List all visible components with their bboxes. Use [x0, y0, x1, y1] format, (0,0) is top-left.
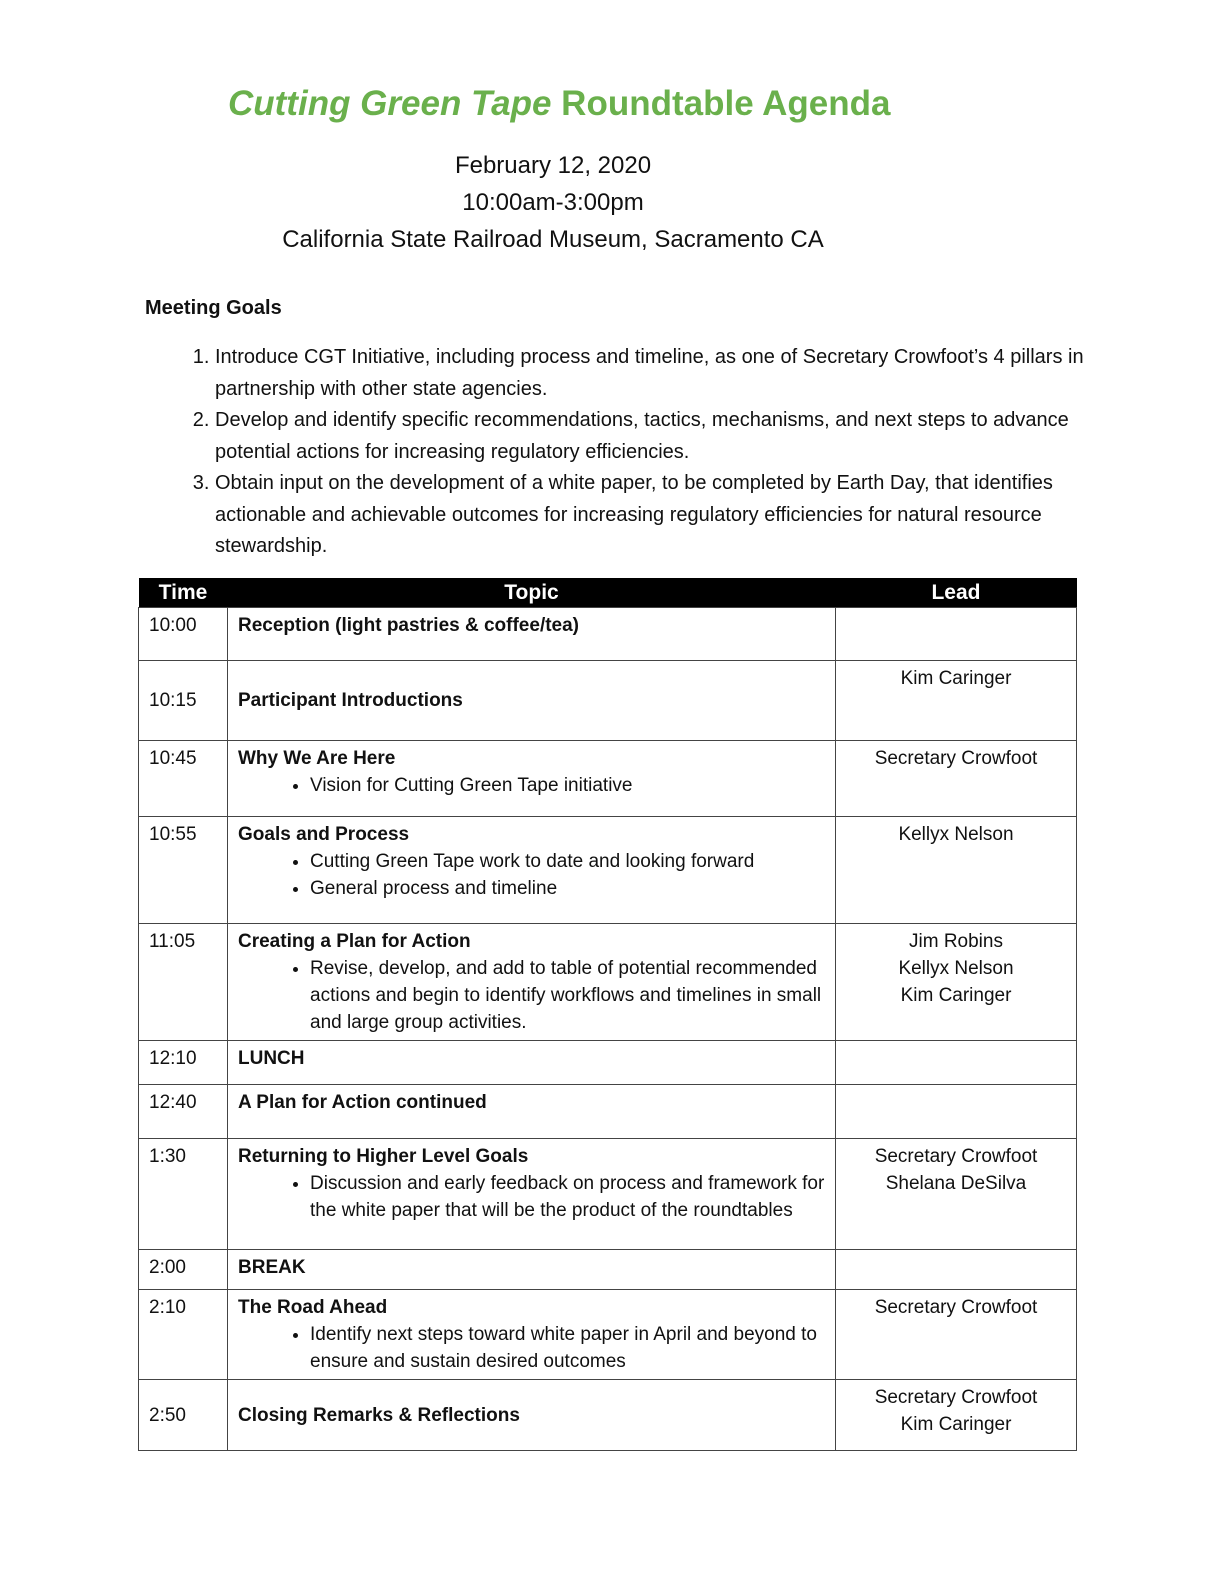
row-lead [836, 1380, 1077, 1451]
row-lead [836, 1290, 1077, 1380]
topic-bullets [238, 1170, 825, 1224]
row-lead [836, 608, 1077, 661]
row-topic [228, 608, 836, 661]
topic-title: The Road Ahead [238, 1297, 388, 1318]
lead-name: Secretary Crowfoot [874, 1297, 1038, 1318]
row-lead [836, 817, 1077, 924]
row-time: 11:05 [139, 924, 228, 1041]
topic-bullet: • Discussion and early feedback on process and framework for the white paper that will be the product of the roundtables [310, 1170, 825, 1224]
row-topic [228, 1085, 836, 1139]
topic-title: Goals and Process [238, 824, 410, 845]
row-time: 10:15 [139, 661, 228, 741]
goal-item: 1. Introduce CGT Initiative, including process and timeline, as one of Secretary Crowfoot’s 4 pillars in partnership with other state agencies. [215, 342, 1095, 405]
topic-title: LUNCH [238, 1048, 305, 1069]
table-row [139, 1139, 1077, 1250]
table-row [139, 661, 1077, 741]
lead-name: Kellyx Nelson [898, 824, 1014, 845]
header-time: Time [139, 578, 228, 608]
row-time: 2:50 [139, 1380, 228, 1451]
meeting-date: February 12, 2020 [454, 152, 652, 179]
row-lead [836, 1250, 1077, 1290]
topic-bullets [238, 772, 825, 799]
row-time: 12:10 [139, 1041, 228, 1085]
topic-bullets [238, 955, 825, 1036]
row-lead [836, 1041, 1077, 1085]
topic-bullet: • Identify next steps toward white paper in April and beyond to ensure and sustain desired outcomes [310, 1321, 825, 1375]
row-time: 10:55 [139, 817, 228, 924]
row-topic [228, 1290, 836, 1380]
row-lead [836, 1139, 1077, 1250]
row-topic [228, 1380, 836, 1451]
lead-name: Secretary Crowfoot [874, 1387, 1038, 1408]
title-italic: Cutting Green Tape [228, 84, 552, 123]
topic-title: A Plan for Action continued [238, 1092, 487, 1113]
row-time: 1:30 [139, 1139, 228, 1250]
row-topic [228, 1250, 836, 1290]
row-topic [228, 924, 836, 1041]
topic-bullet: • Revise, develop, and add to table of potential recommended actions and begin to identify workflows and timelines in small and large group activities. [310, 955, 825, 1036]
goals-list [178, 342, 1095, 563]
table-row [139, 1250, 1077, 1290]
topic-title: Creating a Plan for Action [238, 931, 471, 952]
goal-item: 2. Develop and identify specific recommendations, tactics, mechanisms, and next steps to advance potential actions for increasing regulatory efficiencies. [215, 405, 1095, 468]
row-topic [228, 817, 836, 924]
topic-title: Reception (light pastries & coffee/tea) [238, 615, 580, 636]
topic-title: BREAK [238, 1257, 306, 1278]
header-lead: Lead [836, 578, 1077, 608]
lead-name: Jim Robins [909, 931, 1003, 952]
page-title [228, 84, 890, 124]
table-row [139, 608, 1077, 661]
header-topic: Topic [228, 578, 836, 608]
lead-name: Shelana DeSilva [885, 1173, 1027, 1194]
lead-name: Kim Caringer [900, 668, 1012, 689]
row-lead [836, 661, 1077, 741]
agenda-table [138, 578, 1077, 1451]
table-row [139, 741, 1077, 817]
topic-title: Participant Introductions [238, 690, 463, 711]
row-topic [228, 1139, 836, 1250]
topic-bullets [238, 848, 825, 902]
table-row [139, 1380, 1077, 1451]
row-lead [836, 741, 1077, 817]
table-header-row [139, 578, 1077, 608]
table-row [139, 924, 1077, 1041]
topic-title: Closing Remarks & Reflections [238, 1404, 520, 1426]
row-lead [836, 924, 1077, 1041]
row-topic [228, 661, 836, 741]
lead-name: Kellyx Nelson [898, 958, 1014, 979]
table-row [139, 1085, 1077, 1139]
row-time: 10:00 [139, 608, 228, 661]
topic-bullet: • Vision for Cutting Green Tape initiative [310, 772, 825, 799]
topic-title: Why We Are Here [238, 748, 396, 769]
lead-name: Secretary Crowfoot [874, 1146, 1038, 1167]
topic-bullet: • General process and timeline [310, 875, 825, 902]
title-rest: Roundtable Agenda [551, 84, 891, 123]
row-time: 12:40 [139, 1085, 228, 1139]
meeting-time: 10:00am-3:00pm [462, 189, 644, 216]
topic-bullet: • Cutting Green Tape work to date and looking forward [310, 848, 825, 875]
topic-bullets [238, 1321, 825, 1375]
table-row [139, 1041, 1077, 1085]
row-topic [228, 1041, 836, 1085]
row-lead [836, 1085, 1077, 1139]
table-row [139, 1290, 1077, 1380]
meeting-location: California State Railroad Museum, Sacramento CA [282, 226, 824, 253]
row-time: 10:45 [139, 741, 228, 817]
row-topic [228, 741, 836, 817]
table-row [139, 817, 1077, 924]
topic-title: Returning to Higher Level Goals [238, 1146, 529, 1167]
goal-item: 3. Obtain input on the development of a white paper, to be completed by Earth Day, that identifies actionable and achievable outcomes for increasing regulatory efficiencies for natural resource stewardship. [215, 468, 1095, 563]
lead-name: Kim Caringer [900, 985, 1012, 1006]
goals-heading: Meeting Goals [145, 297, 282, 319]
row-time: 2:00 [139, 1250, 228, 1290]
lead-name: Kim Caringer [900, 1414, 1012, 1435]
lead-name: Secretary Crowfoot [874, 748, 1038, 769]
row-time: 2:10 [139, 1290, 228, 1380]
